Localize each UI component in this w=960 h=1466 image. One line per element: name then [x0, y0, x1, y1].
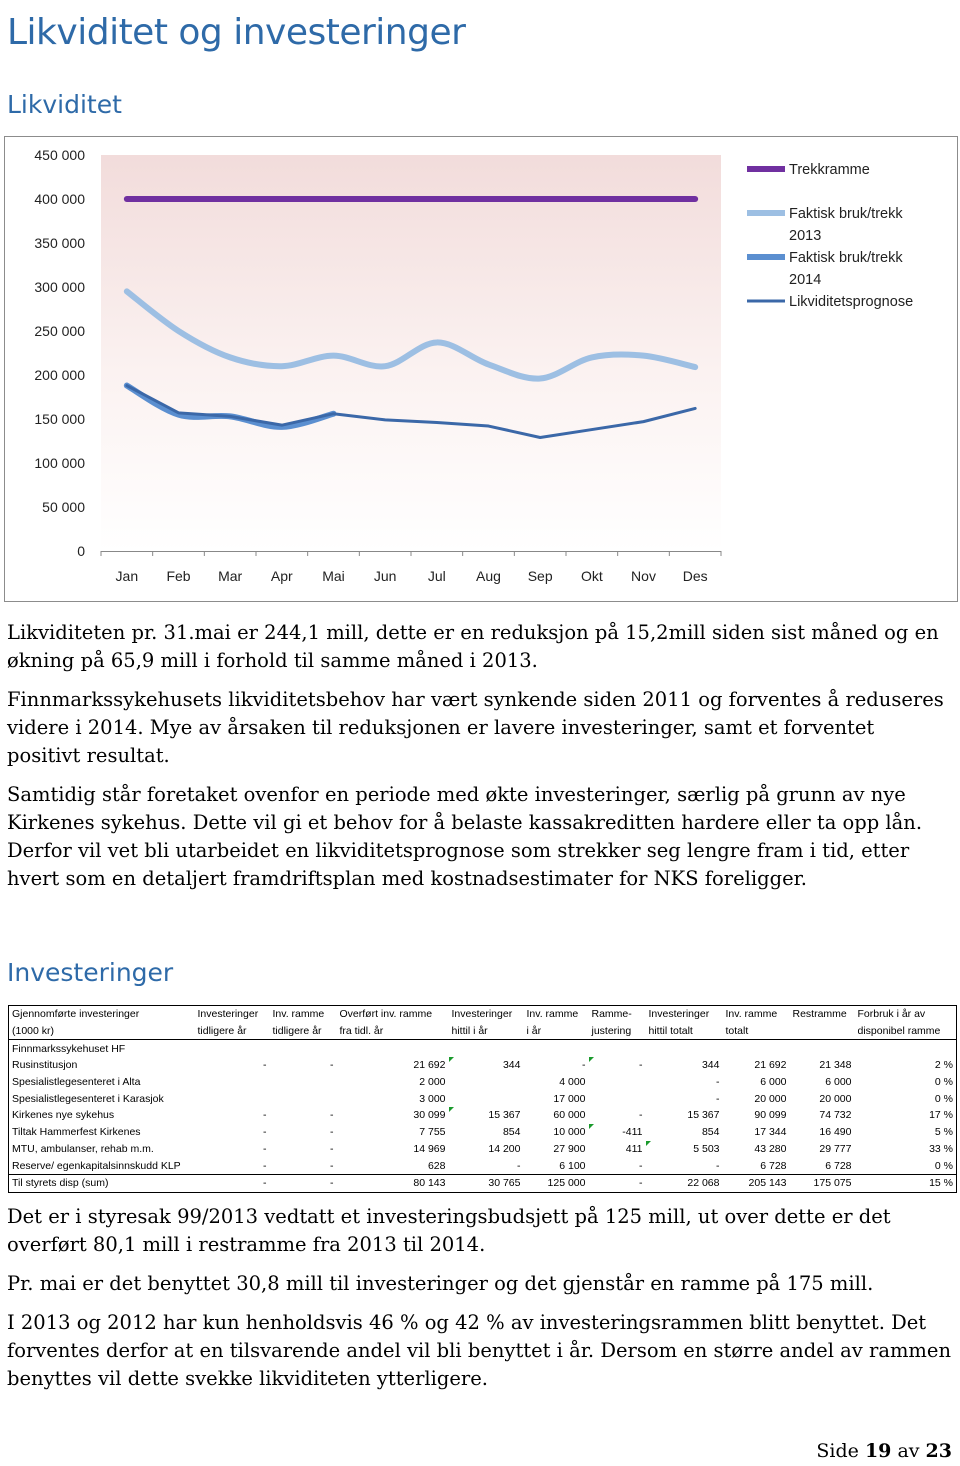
- y-tick-label: 300 000: [34, 279, 85, 295]
- table-cell: 21 348: [819, 1059, 852, 1072]
- table-cell: 854: [502, 1126, 521, 1139]
- table-cell: -: [330, 1142, 334, 1155]
- footer-page-number: 19: [864, 1440, 892, 1462]
- table-cell: [449, 1040, 524, 1057]
- y-tick-label: 200 000: [34, 367, 85, 383]
- table-cell: 6 000: [825, 1076, 852, 1089]
- table-row: [9, 1107, 957, 1124]
- table-cell: 14 200: [488, 1142, 521, 1155]
- table-cell: 344: [701, 1059, 720, 1072]
- y-tick-label: 350 000: [34, 235, 85, 251]
- table-header-row-2: [9, 1023, 957, 1040]
- y-tick-label: 150 000: [34, 411, 85, 427]
- table-cell: 74 732: [819, 1109, 852, 1122]
- y-tick-label: 250 000: [34, 323, 85, 339]
- paragraph-investments-period: Samtidig står foretaket ovenfor en periode med økte investeringer, særlig på grunn av nye Kirkenes sykehus. Dette vil gi et behov for å belaste kassakreditten hardere eller ta opp lån. Derfor vil vet bli utarbeidet en likviditetsprognose som strekker seg lengre fram i tid, etter hvert som en detaljert framdriftsplan med kostnadsestimater for NKS foreligger.: [7, 783, 923, 890]
- investments-table: [8, 1005, 957, 1193]
- table-cell: [723, 1040, 790, 1057]
- table-cell: 20 000: [819, 1092, 852, 1105]
- table-header-bottom-0: (1000 kr): [9, 1023, 195, 1040]
- table-cell: -: [716, 1076, 720, 1089]
- table-cell: -: [263, 1059, 267, 1072]
- table-cell: 0 %: [855, 1074, 957, 1091]
- table-cell: -: [330, 1159, 334, 1172]
- table-header-top-0: Gjennomførte investeringer: [9, 1006, 195, 1023]
- table-cell: -: [517, 1159, 521, 1172]
- table-cell: [646, 1040, 723, 1057]
- table-cell: 22 068: [646, 1174, 723, 1192]
- table-cell: 43 280: [754, 1142, 787, 1155]
- x-tick-label: Mar: [218, 568, 243, 584]
- table-cell: 30 099: [413, 1109, 446, 1122]
- table-cell: 17 %: [855, 1107, 957, 1124]
- table-header-top-6: Ramme-: [589, 1006, 646, 1023]
- liquidity-chart: [4, 136, 958, 602]
- table-cell: [449, 1090, 524, 1107]
- investments-table-wrap: [8, 1005, 956, 1193]
- table-cell: [449, 1074, 524, 1091]
- table-header-bottom-4: hittil i år: [449, 1023, 524, 1040]
- x-tick-label: Jan: [115, 568, 139, 584]
- table-cell: -: [270, 1174, 337, 1192]
- table-row-label: Kirkenes nye sykehus: [9, 1107, 195, 1124]
- table-header-top-9: Restramme: [790, 1006, 855, 1023]
- table-header-bottom-5: i år: [524, 1023, 589, 1040]
- table-cell: -: [716, 1092, 720, 1105]
- table-header-top-7: Investeringer: [646, 1006, 723, 1023]
- table-cell: 2 000: [419, 1076, 446, 1089]
- table-cell: 16 490: [819, 1126, 852, 1139]
- table-cell: -: [589, 1057, 646, 1074]
- table-cell: 6 100: [559, 1159, 586, 1172]
- table-cell: 6 728: [825, 1159, 852, 1172]
- table-header-bottom-10: disponibel ramme: [855, 1023, 957, 1040]
- table-cell: 60 000: [553, 1109, 586, 1122]
- table-cell: 30 765: [449, 1174, 524, 1192]
- table-cell: 80 143: [337, 1174, 449, 1192]
- table-cell: -: [589, 1174, 646, 1192]
- table-row: [9, 1090, 957, 1107]
- table-cell: -: [330, 1059, 334, 1072]
- table-cell: 6 000: [760, 1076, 787, 1089]
- table-cell: 29 777: [819, 1142, 852, 1155]
- table-cell: 21 692: [754, 1059, 787, 1072]
- page-title: Likviditet og investeringer: [7, 12, 466, 53]
- table-cell: [195, 1040, 270, 1057]
- table-header-bottom-7: hittil totalt: [646, 1023, 723, 1040]
- table-cell: 20 000: [754, 1092, 787, 1105]
- table-cell: -: [330, 1109, 334, 1122]
- table-cell: [589, 1090, 646, 1107]
- table-row: [9, 1174, 957, 1192]
- paragraph-used-may: Pr. mai er det benyttet 30,8 mill til investeringer og det gjenstår en ramme på 175 mill.: [7, 1272, 874, 1295]
- table-row-label: Til styrets disp (sum): [9, 1174, 195, 1192]
- table-cell: 0 %: [855, 1157, 957, 1174]
- table-cell: 21 692: [413, 1059, 446, 1072]
- table-cell: [589, 1074, 646, 1091]
- y-tick-label: 100 000: [34, 455, 85, 471]
- table-header-row-1: [9, 1006, 957, 1023]
- table-header-bottom-1: tidligere år: [195, 1023, 270, 1040]
- table-row: [9, 1141, 957, 1158]
- table-cell: 90 099: [754, 1109, 787, 1122]
- table-cell: -: [330, 1126, 334, 1139]
- table-cell: 15 %: [855, 1174, 957, 1192]
- table-cell: [195, 1074, 270, 1091]
- table-cell: 175 075: [790, 1174, 855, 1192]
- table-cell: 17 000: [553, 1092, 586, 1105]
- x-tick-label: Jul: [427, 568, 446, 584]
- table-cell: -: [195, 1174, 270, 1192]
- table-row: [9, 1040, 957, 1057]
- table-cell: -: [263, 1159, 267, 1172]
- x-tick-label: Aug: [476, 568, 501, 584]
- table-cell: -: [263, 1109, 267, 1122]
- table-row-label: Finnmarkssykehuset HF: [9, 1040, 195, 1057]
- table-cell: 33 %: [855, 1141, 957, 1158]
- table-cell: 5 503: [646, 1141, 723, 1158]
- table-row-label: Spesialistlegesenteret i Karasjok: [9, 1090, 195, 1107]
- legend-label: Trekkramme: [789, 162, 870, 178]
- table-cell: 125 000: [524, 1174, 589, 1192]
- table-header-top-3: Overført inv. ramme: [337, 1006, 449, 1023]
- x-tick-label: Mai: [322, 568, 345, 584]
- table-cell: [270, 1090, 337, 1107]
- x-tick-label: Okt: [580, 568, 603, 584]
- table-cell: -: [263, 1142, 267, 1155]
- section-heading-investeringer: Investeringer: [7, 958, 174, 987]
- table-cell: [195, 1090, 270, 1107]
- y-tick-label: 450 000: [34, 147, 85, 163]
- table-row-label: Spesialistlegesenteret i Alta: [9, 1074, 195, 1091]
- footer-prefix: Side: [816, 1440, 865, 1462]
- table-header-bottom-2: tidligere år: [270, 1023, 337, 1040]
- table-header-top-4: Investeringer: [449, 1006, 524, 1023]
- table-cell: 411: [625, 1142, 643, 1155]
- table-cell: 7 755: [419, 1126, 446, 1139]
- paragraph-history-usage: I 2013 og 2012 har kun henholdsvis 46 % og 42 % av investeringsrammen blitt benyttet. Det forventes derfor at en tilsvarende andel vil bli benyttet i år. Dersom en større andel av rammen benyttes vil dette svekke likviditeten ytterligere.: [7, 1311, 952, 1390]
- table-row-label: MTU, ambulanser, rehab m.m.: [9, 1141, 195, 1158]
- table-cell: 854: [701, 1126, 720, 1139]
- table-header-bottom-9: [790, 1023, 855, 1040]
- table-cell: -: [263, 1126, 267, 1139]
- footer-mid: av: [891, 1440, 926, 1462]
- y-tick-label: 50 000: [42, 499, 85, 515]
- table-cell: [337, 1040, 449, 1057]
- x-tick-label: Nov: [631, 568, 656, 584]
- table-cell: 205 143: [723, 1174, 790, 1192]
- paragraph-liquidity-need: Finnmarkssykehusets likviditetsbehov har vært synkende siden 2011 og forventes å reduseres videre i 2014. Mye av årsaken til reduksjonen er lavere investeringer, samt et forventet positivt resultat.: [7, 688, 944, 767]
- section-heading-likviditet: Likviditet: [7, 90, 122, 119]
- table-cell: [270, 1074, 337, 1091]
- x-tick-label: Sep: [527, 568, 553, 584]
- table-cell: -411: [589, 1124, 646, 1141]
- y-tick-label: 0: [77, 543, 85, 559]
- paragraph-liquidity-status: Likviditeten pr. 31.mai er 244,1 mill, dette er en reduksjon på 15,2mill siden sist måned og en økning på 65,9 mill i forhold til samme måned i 2013.: [7, 621, 939, 672]
- table-cell: 10 000: [553, 1126, 586, 1139]
- table-row-label: Tiltak Hammerfest Kirkenes: [9, 1124, 195, 1141]
- table-row-label: Reserve/ egenkapitalsinnskudd KLP: [9, 1157, 195, 1174]
- table-cell: [524, 1040, 589, 1057]
- page-footer: [816, 1440, 952, 1462]
- table-cell: 6 728: [760, 1159, 787, 1172]
- table-row: [9, 1124, 957, 1141]
- table-cell: 3 000: [419, 1092, 446, 1105]
- table-header-top-5: Inv. ramme: [524, 1006, 589, 1023]
- liquidity-chart-svg: [5, 137, 957, 601]
- table-header-top-2: Inv. ramme: [270, 1006, 337, 1023]
- table-cell: -: [639, 1109, 643, 1122]
- table-header-top-1: Investeringer: [195, 1006, 270, 1023]
- table-cell: -: [639, 1159, 643, 1172]
- table-cell: 344: [449, 1057, 524, 1074]
- table-header-bottom-6: justering: [589, 1023, 646, 1040]
- table-cell: 27 900: [553, 1142, 586, 1155]
- table-cell: 4 000: [559, 1076, 586, 1089]
- table-cell: 5 %: [855, 1124, 957, 1141]
- table-cell: 0 %: [855, 1090, 957, 1107]
- x-tick-label: Feb: [166, 568, 191, 584]
- legend-label: Likviditetsprognose: [789, 294, 914, 310]
- table-row: [9, 1157, 957, 1174]
- table-cell: -: [582, 1059, 586, 1072]
- table-cell: 14 969: [413, 1142, 446, 1155]
- table-cell: 17 344: [754, 1126, 787, 1139]
- table-row-label: Rusinstitusjon: [9, 1057, 195, 1074]
- legend-label: Faktisk bruk/trekk 2014: [789, 250, 903, 288]
- table-header-bottom-8: totalt: [723, 1023, 790, 1040]
- table-cell: 15 367: [449, 1107, 524, 1124]
- table-row: [9, 1074, 957, 1091]
- table-header-top-10: Forbruk i år av: [855, 1006, 957, 1023]
- table-cell: [589, 1040, 646, 1057]
- legend-label: Faktisk bruk/trekk 2013: [789, 206, 903, 244]
- table-cell: [790, 1040, 855, 1057]
- table-cell: 2 %: [855, 1057, 957, 1074]
- table-header-bottom-3: fra tidl. år: [337, 1023, 449, 1040]
- table-cell: [855, 1040, 957, 1057]
- x-tick-label: Apr: [270, 568, 293, 584]
- table-cell: -: [716, 1159, 720, 1172]
- table-header-top-8: Inv. ramme: [723, 1006, 790, 1023]
- table-cell: 15 367: [687, 1109, 720, 1122]
- y-tick-label: 400 000: [34, 191, 85, 207]
- paragraph-budget-decision: Det er i styresak 99/2013 vedtatt et investeringsbudsjett på 125 mill, ut over dette er det overført 80,1 mill i restramme fra 2013 til 2014.: [7, 1205, 891, 1256]
- x-tick-label: Des: [682, 568, 708, 584]
- table-cell: [270, 1040, 337, 1057]
- footer-total-pages: 23: [925, 1440, 952, 1462]
- x-tick-label: Jun: [373, 568, 397, 584]
- table-row: [9, 1057, 957, 1074]
- table-cell: 628: [427, 1159, 446, 1172]
